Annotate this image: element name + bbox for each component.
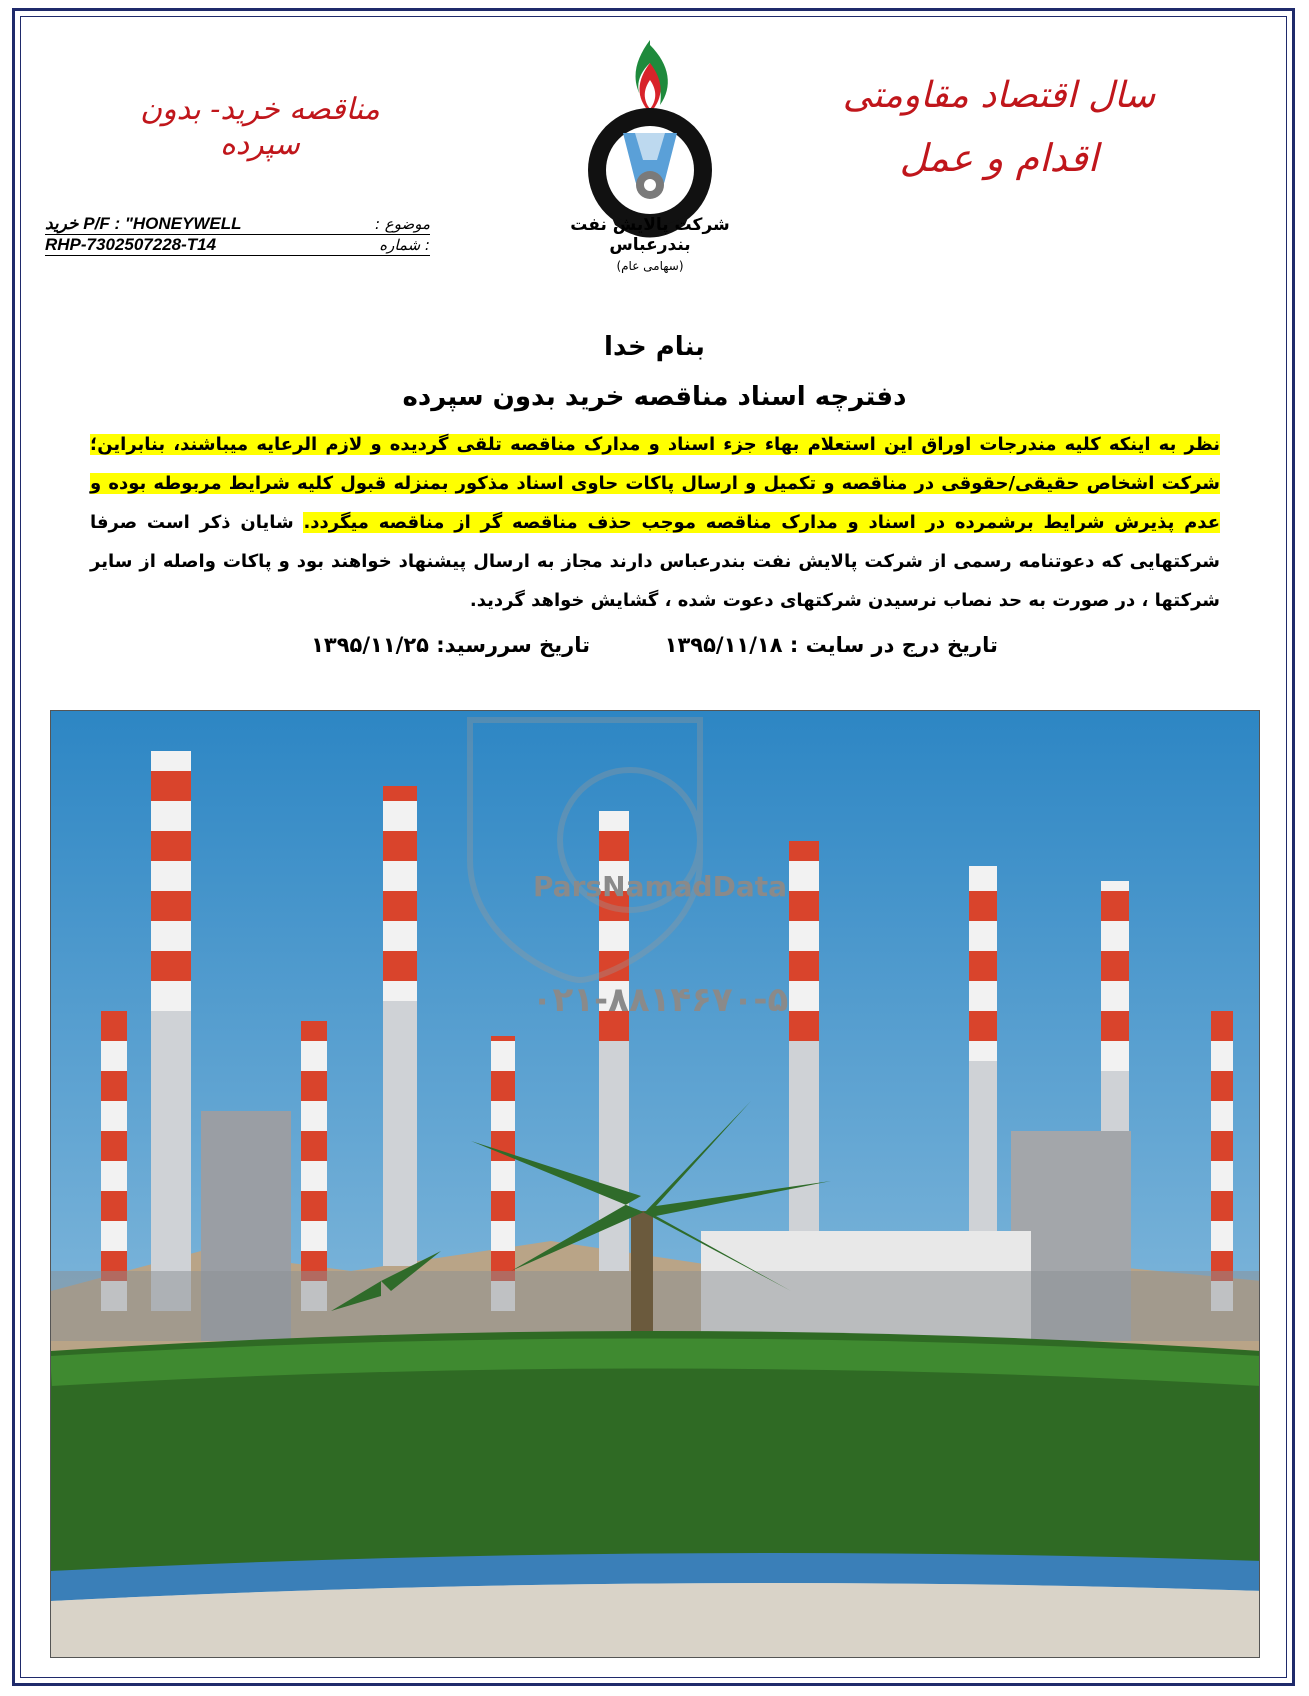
subject-row [45,214,430,235]
due-label: تاریخ سررسید: [436,633,591,657]
paragraph-rest: شایان ذکر است صرفا شرکتهایی که دعوتنامه رسمی از شرکت پالایش نفت بندرعباس دارند مجاز به ارسال پیشنهاد خواهند بود و پاکات واصله از سایر شرکتها ، در صورت به حد نصاب نرسیدن شرکتهای دعوت شده ، گشایش خواهد گردید. [90,512,1220,611]
highlighted-text: نظر به اینکه کلیه مندرجات اوراق این استعلام بهاء جزء اسناد و مدارک مناقصه تلقی گردیده و لازم الرعایه میباشند، بنابراین؛ شرکت اشخاص حقیقی/حقوقی در مناقصه و تکمیل و ارسال پاکات حاوی اسناد مذکور بمنزله قبول کلیه شرایط مربوطه بوده و عدم پذیرش شرایط برشمرده در اسناد و مدارک مناقصه موجب حذف مناقصه گر از مناقصه میگردد. [90,434,1221,533]
number-value: RHP-7302507228-T14 [45,235,217,254]
bismillah: بنام خدا [604,332,705,362]
slogan-line2: اقدام و عمل [899,136,1099,180]
number-row [45,235,430,256]
due-date: ۱۳۹۵/۱۱/۲۵ [311,633,429,657]
refinery-photo [50,710,1260,1658]
body-paragraph [90,425,1220,620]
tender-type: مناقصه خرید- بدون سپرده [140,92,380,162]
subject-label: موضوع : [374,215,430,233]
number-label: : شماره [379,236,430,254]
dates-line [0,633,1309,657]
document-meta [45,214,430,256]
company-caption [550,215,750,273]
year-slogan [829,70,1169,188]
slogan-line1: سال اقتصاد مقاومتی [842,75,1156,116]
posted-label: تاریخ درج در سایت : [789,633,998,657]
subject-value: خرید P/F : "HONEYWELL [45,214,242,233]
document-title: دفترچه اسناد مناقصه خرید بدون سپرده [402,382,907,412]
watermark-brand: ParsNamadData [533,870,787,903]
posted-date: ۱۳۹۵/۱۱/۱۸ [664,633,783,657]
refinery-illustration [51,711,1260,1658]
company-name: شرکت پالایش نفت بندرعباس [570,215,730,255]
company-type: (سهامی عام) [616,259,684,273]
watermark-phone: ۰۲۱-۸۸۱۴۶۷۰-۵ [531,980,789,1020]
